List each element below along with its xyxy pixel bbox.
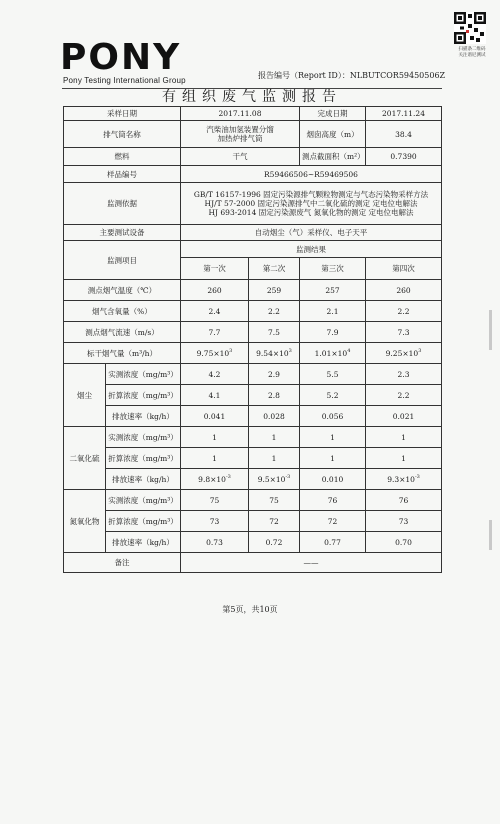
row-label: 实测浓度（mg/m³） bbox=[106, 427, 181, 448]
value-cell: 2.2 bbox=[366, 385, 442, 406]
value-cell: $1.01\times 10^4$ bbox=[300, 343, 366, 364]
value-cell: 0.028 bbox=[249, 406, 300, 427]
value-cell: 1 bbox=[366, 427, 442, 448]
value-cell: 7.7 bbox=[181, 322, 249, 343]
table-row bbox=[64, 490, 442, 511]
value-cell: 1 bbox=[181, 448, 249, 469]
value-cell: 0.056 bbox=[300, 406, 366, 427]
row-label: 排放速率（kg/h） bbox=[106, 406, 181, 427]
value-cell: 259 bbox=[249, 280, 300, 301]
table-row: 第一次 第二次 第三次 第四次 bbox=[64, 258, 442, 280]
remarks-label: 备注 bbox=[64, 553, 181, 573]
value-cell: 260 bbox=[181, 280, 249, 301]
table-row: 采样日期 2017.11.08 完成日期 2017.11.24 bbox=[64, 107, 442, 121]
value-cell: 0.70 bbox=[366, 532, 442, 553]
value-cell: 75 bbox=[181, 490, 249, 511]
table-row bbox=[64, 385, 442, 406]
value-cell: 2.2 bbox=[249, 301, 300, 322]
value-cell: 5.2 bbox=[300, 385, 366, 406]
scan-edge-mark bbox=[489, 520, 492, 550]
value-cell: 1 bbox=[366, 448, 442, 469]
report-title: 有组织废气监测报告 bbox=[162, 89, 342, 105]
value-cell: 4.1 bbox=[181, 385, 249, 406]
value-cell: 7.3 bbox=[366, 322, 442, 343]
value-cell: 4.2 bbox=[181, 364, 249, 385]
remarks-value: —— bbox=[181, 553, 442, 573]
value-cell: 2.2 bbox=[366, 301, 442, 322]
table-row bbox=[64, 511, 442, 532]
value-cell: $9.3\times 10^{-3}$ bbox=[366, 469, 442, 490]
value-cell: $9.25\times 10^3$ bbox=[366, 343, 442, 364]
pollutant-name: 氮氧化物 bbox=[64, 490, 106, 553]
value-cell: 73 bbox=[181, 511, 249, 532]
value-cell: 76 bbox=[366, 490, 442, 511]
value-cell: 2.9 bbox=[249, 364, 300, 385]
value-cell: 1 bbox=[300, 448, 366, 469]
pollutant-name: 二氧化硫 bbox=[64, 427, 106, 490]
table-row bbox=[64, 406, 442, 427]
row-label: 测点烟气流速（m/s） bbox=[64, 322, 181, 343]
value-cell: 1 bbox=[181, 427, 249, 448]
table-row bbox=[64, 301, 442, 322]
value-cell: 1 bbox=[249, 427, 300, 448]
row-label: 排放速率（kg/h） bbox=[106, 532, 181, 553]
value-cell: 2.1 bbox=[300, 301, 366, 322]
table-row bbox=[64, 448, 442, 469]
value-cell: $9.54\times 10^3$ bbox=[249, 343, 300, 364]
value-cell: 5.5 bbox=[300, 364, 366, 385]
value-cell: 0.021 bbox=[366, 406, 442, 427]
monitoring-table bbox=[63, 106, 442, 573]
qr-caption: 扫描条二维码 关注谱尼测试 bbox=[458, 47, 486, 58]
scan-edge-mark bbox=[489, 310, 492, 350]
stack-name: 汽柴油加氢装置分馏 加热炉排气筒 bbox=[181, 121, 300, 148]
value-cell: 0.041 bbox=[181, 406, 249, 427]
row-label: 实测浓度（mg/m³） bbox=[106, 364, 181, 385]
value-cell: 75 bbox=[249, 490, 300, 511]
table-row: 主要测试设备 自动烟尘（气）采样仪、电子天平 bbox=[64, 225, 442, 241]
table-row bbox=[64, 364, 442, 385]
value-cell: 2.3 bbox=[366, 364, 442, 385]
table-row: 样品编号 R59466506~R59469506 bbox=[64, 166, 442, 183]
qr-code-icon bbox=[454, 12, 486, 44]
table-row: 燃料 干气 测点截面积（m²） 0.7390 bbox=[64, 148, 442, 166]
value-cell: 1 bbox=[249, 448, 300, 469]
pollutant-name: 烟尘 bbox=[64, 364, 106, 427]
value-cell: 0.73 bbox=[181, 532, 249, 553]
row-label: 烟气含氧量（%） bbox=[64, 301, 181, 322]
table-row bbox=[64, 427, 442, 448]
value-cell: 7.5 bbox=[249, 322, 300, 343]
table-row: 监测依据 GB/T 16157-1996 固定污染源排气颗粒物测定与气态污染物采样方法 HJ/T 57-2000 固定污染源排气中二氧化硫的测定 定电位电解法 HJ 693-2014 固定污染源废气 氮氧化物的测定 定电位电解法 bbox=[64, 183, 442, 225]
table-row: 监测项目 监测结果 bbox=[64, 241, 442, 258]
report-id: 报告编号（Report ID）：NLBUTCOR59450506Z bbox=[258, 71, 446, 80]
row-label: 折算浓度（mg/m³） bbox=[106, 511, 181, 532]
value-cell: 257 bbox=[300, 280, 366, 301]
basis-list: GB/T 16157-1996 固定污染源排气颗粒物测定与气态污染物采样方法 HJ/T 57-2000 固定污染源排气中二氧化硫的测定 定电位电解法 HJ 693-2014 固定污染源废气 氮氧化物的测定 定电位电解法 bbox=[181, 183, 442, 225]
value-cell: $9.75\times 10^3$ bbox=[181, 343, 249, 364]
value-cell: $9.5\times 10^{-3}$ bbox=[249, 469, 300, 490]
value-cell: 1 bbox=[300, 427, 366, 448]
value-cell: 72 bbox=[249, 511, 300, 532]
row-label: 排放速率（kg/h） bbox=[106, 469, 181, 490]
page-number: 第5页，共10页 bbox=[222, 605, 278, 614]
table-row bbox=[64, 553, 442, 573]
row-label: 标干烟气量（m³/h） bbox=[64, 343, 181, 364]
value-cell: $9.8\times 10^{-3}$ bbox=[181, 469, 249, 490]
logo-subtitle: Pony Testing International Group bbox=[63, 76, 186, 85]
row-label: 测点烟气温度（℃） bbox=[64, 280, 181, 301]
value-cell: 2.4 bbox=[181, 301, 249, 322]
pony-logo: PONY bbox=[60, 37, 182, 78]
value-cell: 2.8 bbox=[249, 385, 300, 406]
value-cell: 260 bbox=[366, 280, 442, 301]
value-cell: 7.9 bbox=[300, 322, 366, 343]
table-row bbox=[64, 280, 442, 301]
value-cell: 76 bbox=[300, 490, 366, 511]
value-cell: 72 bbox=[300, 511, 366, 532]
row-label: 折算浓度（mg/m³） bbox=[106, 448, 181, 469]
table-row: 排气筒名称 汽柴油加氢装置分馏 加热炉排气筒 烟囱高度（m） 38.4 bbox=[64, 121, 442, 148]
table-row bbox=[64, 322, 442, 343]
table-row bbox=[64, 532, 442, 553]
table-row bbox=[64, 469, 442, 490]
row-label: 实测浓度（mg/m³） bbox=[106, 490, 181, 511]
table-row bbox=[64, 343, 442, 364]
row-label: 折算浓度（mg/m³） bbox=[106, 385, 181, 406]
value-cell: 0.77 bbox=[300, 532, 366, 553]
value-cell: 0.010 bbox=[300, 469, 366, 490]
value-cell: 0.72 bbox=[249, 532, 300, 553]
value-cell: 73 bbox=[366, 511, 442, 532]
